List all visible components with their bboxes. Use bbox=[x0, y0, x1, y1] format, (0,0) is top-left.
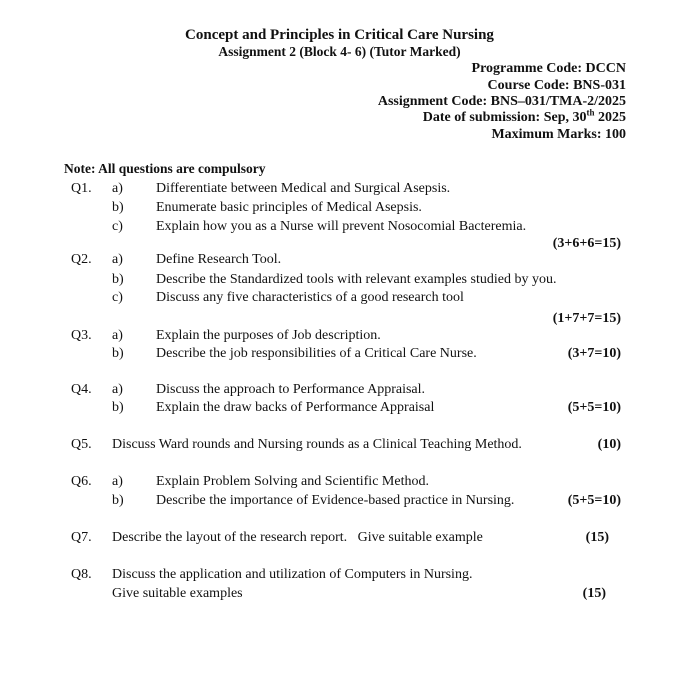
question-number: Q3. bbox=[71, 328, 92, 343]
marks: (15) bbox=[585, 530, 609, 545]
question-text: Describe the Standardized tools with relevant examples studied by you. bbox=[156, 272, 557, 287]
part-label: a) bbox=[112, 181, 123, 196]
part-label: b) bbox=[112, 493, 124, 508]
course-code: Course Code: BNS-031 bbox=[487, 78, 626, 93]
question-text: Describe the importance of Evidence-based practice in Nursing. bbox=[156, 493, 515, 508]
part-label: b) bbox=[112, 346, 124, 361]
maximum-marks: Maximum Marks: 100 bbox=[491, 127, 626, 142]
question-number: Q2. bbox=[71, 252, 92, 267]
part-label: b) bbox=[112, 200, 124, 215]
question-number: Q5. bbox=[71, 437, 92, 452]
part-label: c) bbox=[112, 219, 123, 234]
question-text: Differentiate between Medical and Surgical Asepsis. bbox=[156, 181, 451, 196]
question-text: Explain Problem Solving and Scientific Method. bbox=[156, 474, 429, 489]
question-text-continued: Give suitable examples bbox=[112, 586, 243, 601]
marks: (3+6+6=15) bbox=[552, 236, 621, 251]
marks: (10) bbox=[597, 437, 621, 452]
question-number: Q8. bbox=[71, 567, 92, 582]
programme-code: Programme Code: DCCN bbox=[471, 61, 626, 76]
marks: (5+5=10) bbox=[567, 400, 621, 415]
assignment-subtitle: Assignment 2 (Block 4- 6) (Tutor Marked) bbox=[218, 44, 461, 59]
marks: (1+7+7=15) bbox=[552, 311, 621, 326]
part-label: b) bbox=[112, 400, 124, 415]
question-text: Describe the layout of the research report. Give suitable example bbox=[112, 530, 483, 545]
question-text: Discuss the application and utilization of Computers in Nursing. bbox=[112, 567, 473, 582]
question-number: Q4. bbox=[71, 382, 92, 397]
part-label: a) bbox=[112, 382, 123, 397]
question-text: Discuss Ward rounds and Nursing rounds as a Clinical Teaching Method. bbox=[112, 437, 522, 452]
question-text: Define Research Tool. bbox=[156, 252, 282, 267]
question-text: Discuss the approach to Performance Appraisal. bbox=[156, 382, 426, 397]
question-text: Explain how you as a Nurse will prevent Nosocomial Bacteremia. bbox=[156, 219, 527, 234]
note: Note: All questions are compulsory bbox=[64, 161, 266, 176]
marks: (5+5=10) bbox=[567, 493, 621, 508]
question-text: Enumerate basic principles of Medical Asepsis. bbox=[156, 200, 422, 215]
part-label: a) bbox=[112, 328, 123, 343]
marks: (3+7=10) bbox=[567, 346, 621, 361]
part-label: a) bbox=[112, 252, 123, 267]
question-text: Explain the purposes of Job description. bbox=[156, 328, 381, 343]
question-number: Q1. bbox=[71, 181, 92, 196]
part-label: b) bbox=[112, 272, 124, 287]
question-number: Q6. bbox=[71, 474, 92, 489]
question-text: Explain the draw backs of Performance Appraisal bbox=[156, 400, 435, 415]
question-text: Describe the job responsibilities of a Critical Care Nurse. bbox=[156, 346, 477, 361]
question-text: Discuss any five characteristics of a good research tool bbox=[156, 290, 464, 305]
marks: (15) bbox=[582, 586, 606, 601]
document-title: Concept and Principles in Critical Care Nursing bbox=[185, 27, 494, 43]
submission-date: Date of submission: Sep, 30th 2025 bbox=[422, 107, 626, 125]
part-label: c) bbox=[112, 290, 123, 305]
assignment-code: Assignment Code: BNS–031/TMA-2/2025 bbox=[377, 94, 626, 109]
question-number: Q7. bbox=[71, 530, 92, 545]
part-label: a) bbox=[112, 474, 123, 489]
